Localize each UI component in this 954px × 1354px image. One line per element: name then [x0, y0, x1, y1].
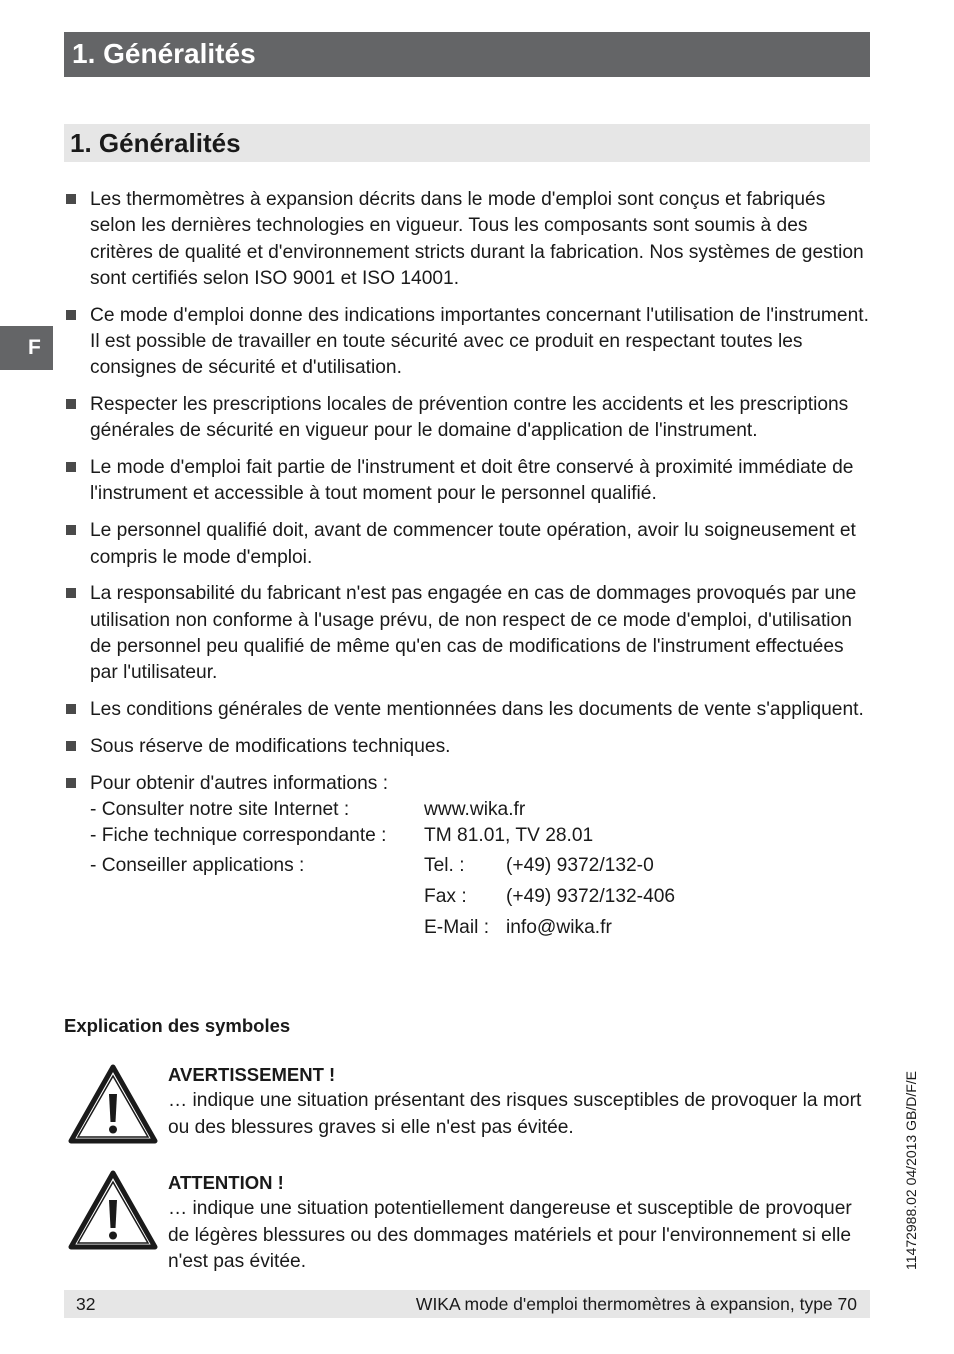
email-link[interactable]: info@wika.fr [506, 917, 612, 939]
bullet-square-icon [66, 462, 76, 472]
list-item-text: Les conditions générales de vente mentionnées dans les documents de vente s'appliquent. [90, 699, 864, 721]
tel-label: Tel. : [424, 854, 465, 876]
website-link[interactable]: www.wika.fr [424, 798, 526, 820]
list-item [64, 581, 870, 686]
tel-value: (+49) 9372/132-0 [506, 854, 654, 876]
contact-table [90, 797, 675, 943]
warning-text [168, 1062, 868, 1141]
list-item-text: Les thermomètres à expansion décrits dans le mode d'emploi sont conçus et fabriqués selon les dernières technologies en vigueur. Tous les composants sont soumis à des critères de qualité et d'environnement stricts durant la fabrication. Nos systèmes de gestion sont certifiés selon ISO 9001 et ISO 14001. [90, 189, 864, 289]
bullet-square-icon [66, 778, 76, 788]
language-tab-label: F [28, 336, 41, 359]
contact-row-fax [90, 881, 675, 912]
datasheet-value: TM 81.01, TV 28.01 [424, 825, 594, 847]
datasheet-label: - Fiche technique correspondante : [90, 825, 387, 847]
document-code: 11472988.02 04/2013 GB/D/F/E [903, 1071, 919, 1270]
caution-title: ATTENTION ! [168, 1172, 284, 1193]
contact-row-tel [90, 850, 675, 881]
list-item-text: Respecter les prescriptions locales de prévention contre les accidents et les prescriptions générales de sécurité en vigueur pour le domaine d'application de l'instrument. [90, 394, 849, 442]
bullet-square-icon [66, 704, 76, 714]
contact-row-email [90, 912, 675, 943]
list-item [64, 187, 870, 292]
list-item-text: Sous réserve de modifications techniques. [90, 735, 451, 757]
list-item [64, 518, 870, 571]
general-info-list [64, 187, 870, 943]
list-item [64, 734, 870, 760]
website-label: - Consulter notre site Internet : [90, 798, 350, 820]
advisor-label: - Conseiller applications : [90, 854, 305, 876]
bullet-square-icon [66, 588, 76, 598]
warning-description: … indique une situation présentant des risques susceptibles de provoquer la mort ou des blessures graves si elle n'est pas évitée. [168, 1090, 862, 1138]
warning-title: AVERTISSEMENT ! [168, 1064, 336, 1085]
bullet-square-icon [66, 399, 76, 409]
caution-text [168, 1170, 868, 1275]
bullet-square-icon [66, 310, 76, 320]
section-title: 1. Généralités [70, 128, 241, 158]
contact-row-website [90, 797, 675, 823]
list-item-text: La responsabilité du fabricant n'est pas engagée en cas de dommages provoqués par une utilisation non conforme à l'usage prévu, de non respect de ce mode d'emploi, d'utilisation de personnel peu qualifié de même qu'en cas de modifications de l'instrument effectuées par l'utilisateur. [90, 583, 857, 684]
bullet-square-icon [66, 741, 76, 751]
list-item [64, 771, 870, 797]
bullet-square-icon [66, 525, 76, 535]
bullet-square-icon [66, 194, 76, 204]
list-item [64, 455, 870, 508]
caution-triangle-icon [68, 1170, 158, 1255]
email-label: E-Mail : [424, 917, 490, 939]
page-footer [64, 1290, 870, 1318]
fax-value: (+49) 9372/132-406 [506, 885, 676, 907]
symbols-heading: Explication des symboles [64, 1015, 291, 1036]
list-item [64, 303, 870, 382]
list-item-text: Ce mode d'emploi donne des indications importantes concernant l'utilisation de l'instrument. Il est possible de travailler en toute sécurité avec ce produit en respectant toutes les consignes de sécurité et d'utilisation. [90, 304, 869, 379]
chapter-title: 1. Généralités [72, 38, 256, 69]
caution-description: … indique une situation potentiellement dangereuse et susceptible de provoquer de légères blessures ou des dommages matériels et pour l'environnement si elle n'est pas évitée. [168, 1198, 852, 1272]
section-header-bar [64, 124, 870, 162]
fax-label: Fax : [424, 885, 467, 907]
list-item-text: Pour obtenir d'autres informations : [90, 772, 389, 794]
chapter-header-bar [64, 32, 870, 77]
warning-triangle-icon [68, 1064, 158, 1149]
list-item [64, 392, 870, 445]
contact-row-datasheet [90, 823, 675, 849]
page-number: 32 [76, 1294, 96, 1314]
list-item [64, 697, 870, 723]
footer-text: WIKA mode d'emploi thermomètres à expansion, type 70 [415, 1294, 857, 1314]
language-tab [0, 326, 53, 370]
list-item-text: Le personnel qualifié doit, avant de commencer toute opération, avoir lu soigneusement et compris le mode d'emploi. [90, 520, 856, 568]
list-item-text: Le mode d'emploi fait partie de l'instrument et doit être conservé à proximité immédiate de l'instrument et accessible à tout moment pour le personnel qualifié. [90, 457, 854, 505]
